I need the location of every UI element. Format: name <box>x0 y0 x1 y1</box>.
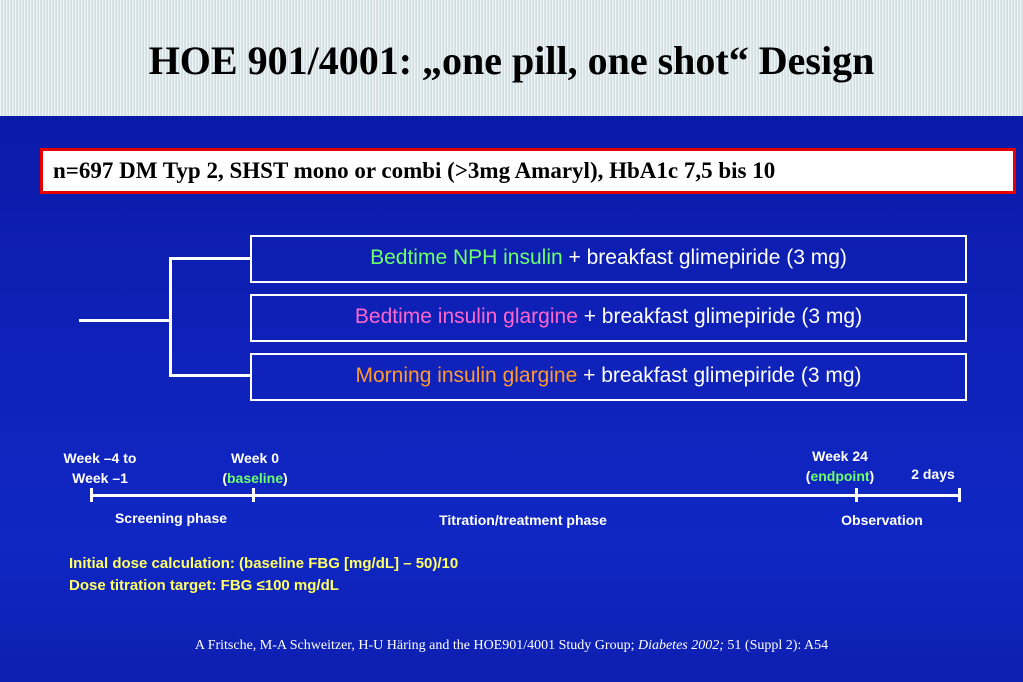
label-week24: Week 24 (endpoint) <box>805 448 875 484</box>
randomization-trunk <box>169 257 172 375</box>
arm-insulin: Bedtime insulin glargine <box>354 305 578 328</box>
title-banner <box>0 0 1023 116</box>
arm-combination: + breakfast glimepiride (3 mg) <box>577 364 862 387</box>
phase-observation: Observation <box>841 512 923 528</box>
label-screening-start: Week –4 to Week –1 <box>63 450 137 486</box>
arm-combination: + breakfast glimepiride (3 mg) <box>577 305 863 328</box>
citation-journal: Diabetes 2002; <box>637 638 724 653</box>
treatment-arm-morning-glargine <box>250 353 967 401</box>
tick-week0 <box>252 488 255 502</box>
slide-title: HOE 901/4001: „one pill, one shot“ Design <box>148 38 875 83</box>
arm-insulin: Morning insulin glargine <box>355 364 578 387</box>
arm-combination: + breakfast glimepiride (3 mg) <box>562 246 847 269</box>
tick-week24 <box>855 488 858 502</box>
branch-arm-3 <box>169 374 250 377</box>
label-observation-duration: 2 days <box>911 466 955 482</box>
citation-authors: A Fritsche, M-A Schweitzer, H-U Häring and the HOE901/4001 Study Group; <box>194 638 638 653</box>
dose-calculation-formula: Initial dose calculation: (baseline FBG [mg/dL] – 50)/10 <box>69 555 459 572</box>
citation <box>0 638 1023 654</box>
titration-target: Dose titration target: FBG ≤100 mg/dL <box>69 577 339 594</box>
tick-screening-start <box>90 488 93 502</box>
tick-end <box>958 488 961 502</box>
arm-insulin: Bedtime NPH insulin <box>370 246 563 269</box>
endpoint-label: endpoint <box>810 468 870 484</box>
treatment-arm-bedtime-glargine <box>250 294 967 342</box>
baseline-label: baseline <box>226 470 284 486</box>
inclusion-criteria-box: n=697 DM Typ 2, SHST mono or combi (>3mg Amaryl), HbA1c 7,5 bis 10 <box>40 148 1016 194</box>
phase-screening: Screening phase <box>114 510 228 526</box>
randomization-stem <box>79 319 171 322</box>
branch-arm-1 <box>169 257 250 260</box>
label-week0: Week 0 (baseline) <box>222 450 288 486</box>
timeline-axis <box>90 494 960 497</box>
treatment-arm-nph <box>250 235 967 283</box>
citation-volume: 51 (Suppl 2): A54 <box>723 638 829 653</box>
phase-titration: Titration/treatment phase <box>439 512 607 528</box>
